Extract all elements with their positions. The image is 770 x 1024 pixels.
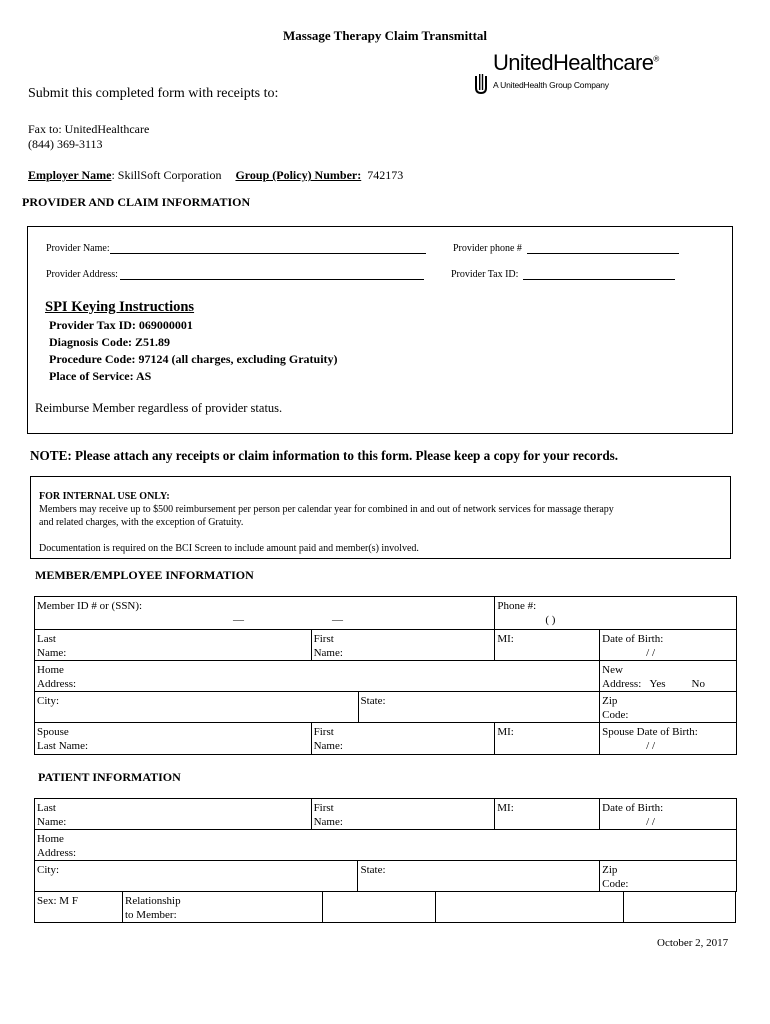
rel-label-2: to Member: [125, 909, 177, 921]
dob-slashes: / / [646, 647, 656, 659]
table-row [35, 692, 737, 723]
patient-sex-cell[interactable] [35, 892, 123, 923]
spi-line-place: Place of Service: AS [49, 369, 152, 383]
pt-last-label-2: Name: [37, 816, 67, 828]
group-number-label: Group (Policy) Number: [235, 168, 362, 182]
new-label-2: Address: [602, 678, 642, 690]
provider-tax-field[interactable] [451, 268, 675, 280]
sex-label: Sex: M F [37, 895, 78, 907]
internal-line-3: Documentation is required on the BCI Screen to include amount paid and member(s) involved. [39, 543, 419, 554]
fax-number: (844) 369-3113 [28, 137, 103, 151]
patient-table [34, 798, 737, 892]
table-row [35, 661, 737, 692]
sp-first-label-1: First [313, 726, 334, 738]
internal-heading: FOR INTERNAL USE ONLY: [39, 491, 170, 502]
city-label: City: [37, 695, 60, 707]
rel-label-1: Relationship [125, 895, 181, 907]
employer-row [28, 168, 403, 183]
member-state-cell[interactable] [358, 692, 600, 723]
home-label-2: Address: [37, 678, 77, 690]
reimburse-note: Reimburse Member regardless of provider status. [35, 401, 283, 415]
provider-name-label: Provider Name: [46, 243, 110, 254]
attach-note: NOTE: Please attach any receipts or claim information to this form. Please keep a copy for your records. [30, 448, 619, 463]
employer-name-label: Employer Name [28, 168, 112, 182]
pt-home-label-1: Home [37, 833, 64, 845]
blank-cell-1[interactable] [323, 892, 436, 923]
member-id-label: Member ID # or (SSN): [37, 600, 143, 612]
member-last-name-cell[interactable] [35, 630, 312, 661]
spi-line-procedure: Procedure Code: 97124 (all charges, excluding Gratuity) [49, 352, 338, 366]
phone-label: Phone #: [497, 600, 537, 612]
pt-city-label: City: [37, 864, 60, 876]
member-zip-cell[interactable] [600, 692, 737, 723]
sp-dob-label: Spouse Date of Birth: [602, 726, 698, 738]
registered-mark: ® [653, 54, 659, 64]
relationship-cell[interactable] [123, 892, 323, 923]
first-label-2: Name: [313, 647, 343, 659]
internal-line-2: and related charges, with the exception of Gratuity. [39, 517, 244, 528]
brand-logo [493, 50, 659, 76]
ssn-dash-1: — [233, 614, 244, 626]
pt-first-label-1: First [313, 802, 334, 814]
patient-city-cell[interactable] [35, 861, 358, 892]
spouse-label-1: Spouse [37, 726, 69, 738]
ssn-dash-2: — [332, 614, 343, 626]
state-label: State: [360, 695, 386, 707]
pt-last-label-1: Last [37, 802, 56, 814]
pt-home-label-2: Address: [37, 847, 77, 859]
member-table [34, 596, 737, 755]
last-label-1: Last [37, 633, 56, 645]
patient-state-cell[interactable] [358, 861, 600, 892]
table-row [35, 799, 737, 830]
table-row [35, 630, 737, 661]
group-number-value: 742173 [367, 168, 404, 182]
internal-line-1: Members may receive up to $500 reimbursement per person per calendar year for combined in and out of network services for massage therapy [39, 504, 614, 515]
sp-mi-label: MI: [497, 726, 514, 738]
spi-heading: SPI Keying Instructions [45, 299, 195, 315]
last-label-2: Name: [37, 647, 67, 659]
patient-home-address-cell[interactable] [35, 830, 737, 861]
brand-tagline: A UnitedHealth Group Company [493, 80, 609, 90]
blank-cell-2[interactable] [436, 892, 624, 923]
spouse-first-name-cell[interactable] [311, 723, 495, 755]
provider-name-field[interactable] [46, 242, 426, 254]
table-row [35, 861, 737, 892]
spouse-label-2: Last Name: [37, 740, 89, 752]
blank-cell-3[interactable] [624, 892, 736, 923]
table-row [35, 892, 736, 923]
sp-first-label-2: Name: [313, 740, 343, 752]
patient-mi-cell[interactable] [495, 799, 600, 830]
phone-parens: ( ) [545, 614, 556, 626]
unitedhealth-logo-icon [474, 74, 488, 96]
spouse-last-name-cell[interactable] [35, 723, 312, 755]
provider-section-heading: PROVIDER AND CLAIM INFORMATION [22, 195, 251, 209]
home-label-1: Home [37, 664, 64, 676]
member-id-cell[interactable] [35, 597, 495, 630]
member-home-address-cell[interactable] [35, 661, 600, 692]
patient-section-heading: PATIENT INFORMATION [38, 770, 181, 784]
pt-state-label: State: [360, 864, 386, 876]
zip-label-2: Code: [602, 709, 629, 721]
provider-phone-label: Provider phone # [453, 243, 522, 254]
employer-name-value: : SkillSoft Corporation [111, 168, 222, 182]
pt-dob-slashes: / / [646, 816, 655, 828]
form-title: Massage Therapy Claim Transmittal [282, 28, 488, 43]
member-mi-cell[interactable] [495, 630, 600, 661]
zip-label-1: Zip [602, 695, 618, 707]
spouse-dob-cell[interactable] [600, 723, 737, 755]
pt-dob-label: Date of Birth: [602, 802, 664, 814]
new-address-yes[interactable]: Yes [649, 678, 666, 690]
member-dob-cell[interactable] [600, 630, 737, 661]
dob-label: Date of Birth: [602, 633, 664, 645]
first-label-1: First [313, 633, 334, 645]
member-first-name-cell[interactable] [311, 630, 495, 661]
spi-line-diagnosis: Diagnosis Code: Z51.89 [49, 335, 171, 349]
pt-zip-label-1: Zip [602, 864, 618, 876]
table-row [35, 830, 737, 861]
pt-first-label-2: Name: [313, 816, 343, 828]
new-label-1: New [602, 664, 623, 676]
patient-sex-row-table [34, 891, 736, 923]
new-address-cell[interactable] [600, 661, 737, 692]
provider-address-field[interactable] [46, 268, 424, 280]
member-section-heading: MEMBER/EMPLOYEE INFORMATION [35, 568, 254, 582]
pt-zip-label-2: Code: [602, 878, 629, 890]
spi-line-tax: Provider Tax ID: 069000001 [49, 318, 193, 332]
brand-name: UnitedHealthcare [493, 50, 654, 75]
phone-cell[interactable] [495, 597, 737, 630]
provider-address-label: Provider Address: [46, 269, 118, 280]
sp-dob-slashes: / / [646, 740, 656, 752]
member-city-cell[interactable] [35, 692, 359, 723]
patient-zip-cell[interactable] [600, 861, 737, 892]
fax-line: Fax to: UnitedHealthcare [28, 122, 150, 136]
new-address-no[interactable]: No [691, 678, 705, 690]
provider-tax-label: Provider Tax ID: [451, 269, 519, 280]
mi-label: MI: [497, 633, 514, 645]
patient-dob-cell[interactable] [600, 799, 737, 830]
submit-instructions: Submit this completed form with receipts to: [28, 86, 279, 101]
pt-mi-label: MI: [497, 802, 514, 814]
table-row [35, 597, 737, 630]
spouse-mi-cell[interactable] [495, 723, 600, 755]
patient-first-name-cell[interactable] [311, 799, 495, 830]
provider-phone-field[interactable] [453, 242, 679, 254]
footer-date: October 2, 2017 [657, 937, 729, 949]
table-row [35, 723, 737, 755]
patient-last-name-cell[interactable] [35, 799, 312, 830]
